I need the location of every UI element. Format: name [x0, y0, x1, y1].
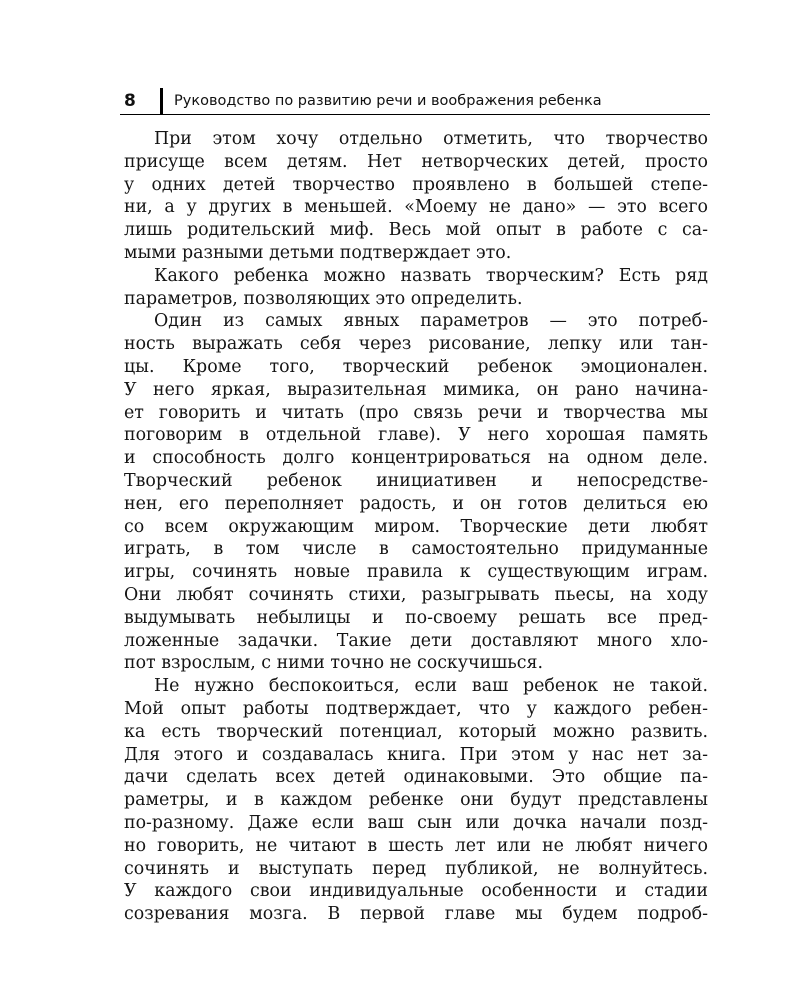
text-line: параметров, позволяющих это определить. [124, 288, 523, 309]
text-line: Мой опыт работы подтверждает, что у каждого ребен- [124, 698, 708, 719]
paragraph [124, 675, 708, 926]
text-line: Для этого и создавалась книга. При этом у нас нет за- [124, 744, 708, 765]
paragraph [124, 310, 708, 675]
text-line: сочинять и выступать перед публикой, не волнуйтесь. [124, 858, 708, 879]
text-line: со всем окружающим миром. Творческие дети любят [124, 516, 708, 537]
text-line: ность выражать себя через рисование, лепку или тан- [124, 334, 708, 355]
text-line: у одних детей творчество проявлено в большей степе- [124, 174, 708, 195]
text-line: поговорим в отдельной главе). У него хорошая память [124, 425, 708, 446]
text-line: У него яркая, выразительная мимика, он рано начина- [124, 379, 708, 400]
text-line: дачи сделать всех детей одинаковыми. Это общие па- [124, 767, 708, 788]
text-line: Творческий ребенок инициативен и непосредстве- [124, 470, 708, 491]
text-line: выдумывать небылицы и по-своему решать все пред- [124, 607, 708, 628]
page-number: 8 [124, 91, 136, 111]
text-line: цы. Кроме того, творческий ребенок эмоционален. [124, 356, 708, 377]
text-line: Какого ребенка можно назвать творческим? Есть ряд [154, 265, 708, 286]
text-line: лишь родительский миф. Весь мой опыт в работе с са- [124, 220, 708, 241]
text-line: по-разному. Даже если ваш сын или дочка начали позд- [124, 812, 708, 833]
text-line: ложенные задачки. Такие дети доставляют много хло- [124, 630, 708, 651]
text-line: Не нужно беспокоиться, если ваш ребенок не такой. [154, 676, 708, 697]
text-line: ет говорить и читать (про связь речи и творчества мы [124, 402, 708, 423]
text-line: ка есть творческий потенциал, который можно развить. [124, 721, 708, 742]
body-text [124, 128, 708, 926]
text-line: раметры, и в каждом ребенке они будут представлены [124, 790, 708, 811]
text-line: мыми разными детьми подтверждает это. [124, 242, 512, 263]
text-line: При этом хочу отдельно отметить, что творчество [154, 129, 708, 149]
text-line: созревания мозга. В первой главе мы будем подроб- [124, 904, 708, 925]
text-line: Они любят сочинять стихи, разыгрывать пьесы, на ходу [124, 584, 708, 605]
text-line: но говорить, не читают в шесть лет или не любят ничего [124, 835, 708, 856]
header-divider [160, 88, 163, 114]
text-line: и способность долго концентрироваться на одном деле. [124, 448, 708, 469]
text-line: играть, в том числе в самостоятельно придуманные [124, 539, 708, 560]
text-line: У каждого свои индивидуальные особенности и стадии [124, 881, 708, 902]
running-header [120, 88, 710, 115]
text-line: игры, сочинять новые правила к существующим играм. [124, 562, 708, 583]
text-line: присуще всем детям. Нет нетворческих детей, просто [124, 151, 708, 172]
paragraph [124, 265, 708, 311]
text-line: Один из самых явных параметров — это потреб- [154, 311, 708, 332]
text-line: нен, его переполняет радость, и он готов делиться ею [124, 493, 708, 514]
text-line: ни, а у других в меньшей. «Моему не дано» — это всего [124, 197, 708, 218]
paragraph [124, 128, 708, 265]
text-line: пот взрослым, с ними точно не соскучишься. [124, 653, 543, 674]
running-title: Руководство по развитию речи и воображения ребенка [174, 93, 602, 109]
